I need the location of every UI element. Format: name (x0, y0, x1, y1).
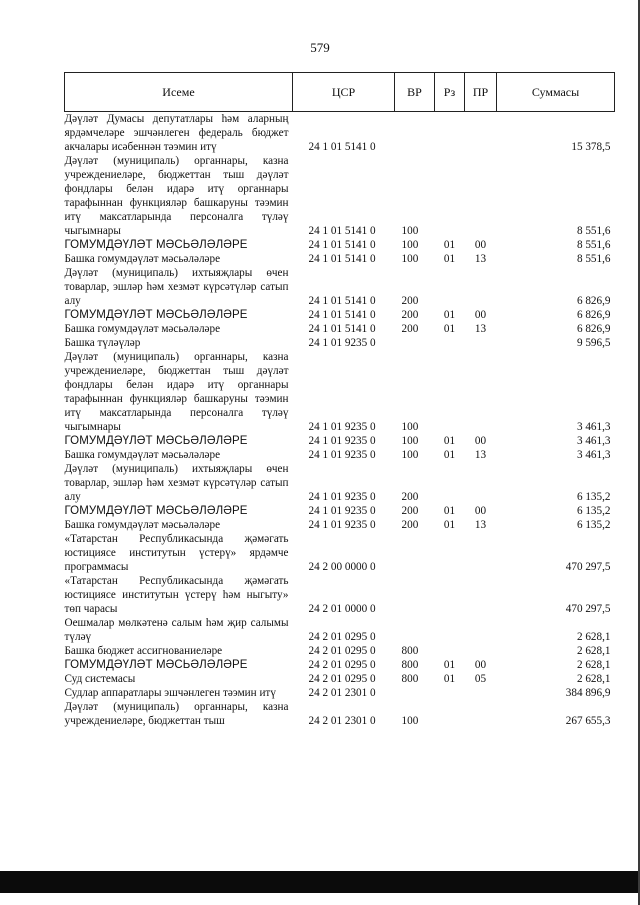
table-row (65, 532, 615, 574)
row-csr: 24 1 01 5141 0 (308, 323, 376, 335)
row-rz (435, 350, 465, 434)
row-name: «Татарстан Республикасында җәмәгать юстициясе институтын үстерү һәм ныгыту» төп чарасы (64, 575, 289, 615)
row-rz (435, 154, 465, 238)
table-row (65, 672, 615, 686)
row-pr: 13 (474, 323, 487, 335)
table-header (65, 73, 615, 112)
row-pr: 00 (474, 505, 487, 517)
row-pr (465, 462, 497, 504)
table-body (65, 112, 615, 729)
row-name: Дәүләт Думасы депутатлары һәм аларның ярдәмчеләре эшчәнлеген федераль бюджет акчалары исәбеннән тәэмин итү (64, 113, 289, 153)
row-csr: 24 2 01 2301 0 (308, 715, 376, 727)
table-row (65, 308, 615, 322)
row-pr (465, 532, 497, 574)
row-pr: 00 (474, 659, 487, 671)
row-rz: 01 (443, 239, 456, 251)
table-row (65, 322, 615, 336)
row-vr: 100 (401, 715, 419, 727)
row-vr: 100 (401, 239, 419, 251)
row-csr: 24 1 01 5141 0 (308, 239, 376, 251)
row-csr: 24 1 01 9235 0 (308, 505, 376, 517)
table-row (65, 504, 615, 518)
row-csr: 24 2 01 0295 0 (308, 645, 376, 657)
row-rz (435, 686, 465, 700)
row-pr: 13 (474, 449, 487, 461)
row-pr (465, 644, 497, 658)
table-row (65, 658, 615, 672)
row-pr: 00 (474, 239, 487, 251)
row-vr (395, 616, 435, 644)
row-csr: 24 2 01 0000 0 (308, 603, 376, 615)
row-sum: 470 297,5 (565, 561, 611, 573)
table-row (65, 266, 615, 308)
row-sum: 2 628,1 (576, 631, 611, 643)
row-vr (395, 532, 435, 574)
row-rz: 01 (443, 659, 456, 671)
table-row (65, 700, 615, 728)
row-name: Дәүләт (муниципаль) ихтыяҗлары өчен товарлар, эшләр һәм хезмәт күрсәтүләр сатып алу (64, 267, 289, 307)
row-csr: 24 2 01 0295 0 (308, 673, 376, 685)
row-sum: 3 461,3 (576, 449, 611, 461)
row-rz: 01 (443, 323, 456, 335)
row-vr: 100 (401, 449, 419, 461)
header-sum: Суммасы (497, 73, 615, 112)
row-pr (465, 686, 497, 700)
row-pr (465, 266, 497, 308)
row-csr: 24 1 01 9235 0 (308, 435, 376, 447)
table-row (65, 336, 615, 350)
row-sum: 6 135,2 (576, 519, 611, 531)
row-rz (435, 336, 465, 350)
row-rz (435, 112, 465, 155)
row-pr: 00 (474, 309, 487, 321)
table-row (65, 434, 615, 448)
row-rz (435, 462, 465, 504)
row-sum: 470 297,5 (565, 603, 611, 615)
row-sum: 8 551,6 (576, 253, 611, 265)
row-sum: 15 378,5 (571, 141, 611, 153)
row-csr: 24 1 01 9235 0 (308, 519, 376, 531)
row-rz: 01 (443, 253, 456, 265)
row-name: Башка түләүләр (64, 337, 141, 349)
budget-table (64, 72, 615, 728)
row-vr: 200 (401, 309, 419, 321)
row-name: ГОМУМДӘҮЛӘТ МӘСЬӘЛӘЛӘРЕ (64, 659, 248, 671)
row-pr (465, 154, 497, 238)
row-pr (465, 616, 497, 644)
row-name: Дәүләт (муниципаль) ихтыяҗлары өчен товарлар, эшләр һәм хезмәт күрсәтүләр сатып алу (64, 463, 289, 503)
row-csr: 24 1 01 9235 0 (308, 337, 376, 349)
row-rz (435, 266, 465, 308)
table-row (65, 238, 615, 252)
row-pr (465, 700, 497, 728)
row-rz (435, 616, 465, 644)
row-vr (395, 112, 435, 155)
row-name: ГОМУМДӘҮЛӘТ МӘСЬӘЛӘЛӘРЕ (64, 435, 248, 447)
row-csr: 24 1 01 5141 0 (308, 141, 376, 153)
row-vr: 100 (401, 421, 419, 433)
table-row (65, 350, 615, 434)
row-csr: 24 1 01 9235 0 (308, 421, 376, 433)
row-rz (435, 700, 465, 728)
row-sum: 9 596,5 (576, 337, 611, 349)
row-pr: 00 (474, 435, 487, 447)
row-rz: 01 (443, 309, 456, 321)
row-csr: 24 1 01 9235 0 (308, 491, 376, 503)
row-vr: 100 (401, 435, 419, 447)
header-pr: ПР (465, 73, 497, 112)
row-rz (435, 574, 465, 616)
row-vr (395, 336, 435, 350)
header-rz: Рз (435, 73, 465, 112)
row-name: ГОМУМДӘҮЛӘТ МӘСЬӘЛӘЛӘРЕ (64, 239, 248, 251)
row-vr: 800 (401, 673, 419, 685)
row-name: «Татарстан Республикасында җәмәгать юстициясе институтын үстерү» ярдәмче программасы (64, 533, 289, 573)
row-name: Дәүләт (муниципаль) органнары, казна учреждениеләре, бюджеттан тыш дәүләт фондлары белән идарә итү органнары тарафыннан функцияләр башкаруны тәэмин итү максатларында персоналга түләү чыгымнары (64, 351, 289, 433)
row-sum: 6 135,2 (576, 491, 611, 503)
row-sum: 6 826,9 (576, 323, 611, 335)
scan-bottom-border (0, 871, 640, 893)
row-rz: 01 (443, 435, 456, 447)
row-rz (435, 644, 465, 658)
table-row (65, 686, 615, 700)
row-csr: 24 2 01 0295 0 (308, 631, 376, 643)
row-vr: 100 (401, 253, 419, 265)
row-csr: 24 2 01 2301 0 (308, 687, 376, 699)
row-sum: 3 461,3 (576, 435, 611, 447)
row-vr: 800 (401, 645, 419, 657)
row-name: Дәүләт (муниципаль) органнары, казна учреждениеләре, бюджеттан тыш дәүләт фондлары белән идарә итү органнары тарафыннан функцияләр башкаруны тәэмин итү максатларында персоналга түләү чыгымнары (64, 155, 289, 237)
table-row (65, 154, 615, 238)
row-sum: 267 655,3 (565, 715, 611, 727)
row-pr: 13 (474, 519, 487, 531)
row-rz: 01 (443, 673, 456, 685)
row-sum: 6 135,2 (576, 505, 611, 517)
row-vr (395, 686, 435, 700)
header-name: Исеме (65, 73, 293, 112)
row-pr: 13 (474, 253, 487, 265)
row-rz: 01 (443, 505, 456, 517)
row-name: Башка гомумдәүләт мәсьәләләре (64, 253, 221, 265)
table-row (65, 252, 615, 266)
row-rz: 01 (443, 519, 456, 531)
row-pr (465, 336, 497, 350)
page-number: 579 (310, 40, 330, 55)
row-name: Оешмалар мөлкәтенә салым һәм җир салымы түләү (64, 617, 289, 643)
row-name: ГОМУМДӘҮЛӘТ МӘСЬӘЛӘЛӘРЕ (64, 309, 248, 321)
row-sum: 384 896,9 (565, 687, 611, 699)
row-name: Башка гомумдәүләт мәсьәләләре (64, 323, 221, 335)
table-row (65, 518, 615, 532)
table-row (65, 112, 615, 155)
row-sum: 8 551,6 (576, 225, 611, 237)
row-csr: 24 1 01 5141 0 (308, 253, 376, 265)
row-name: ГОМУМДӘҮЛӘТ МӘСЬӘЛӘЛӘРЕ (64, 505, 248, 517)
row-name: Башка бюджет ассигнованиеләре (64, 645, 223, 657)
row-name: Башка гомумдәүләт мәсьәләләре (64, 449, 221, 461)
row-name: Судлар аппаратлары эшчәнлеген тәэмин итү (64, 687, 276, 699)
row-rz (435, 532, 465, 574)
row-csr: 24 1 01 5141 0 (308, 295, 376, 307)
row-rz: 01 (443, 449, 456, 461)
row-vr: 200 (401, 505, 419, 517)
row-csr: 24 2 00 0000 0 (308, 561, 376, 573)
row-pr (465, 574, 497, 616)
row-csr: 24 1 01 9235 0 (308, 449, 376, 461)
row-sum: 6 826,9 (576, 295, 611, 307)
row-pr (465, 350, 497, 434)
table-row (65, 448, 615, 462)
row-name: Суд системасы (64, 673, 136, 685)
row-csr: 24 2 01 0295 0 (308, 659, 376, 671)
row-sum: 2 628,1 (576, 659, 611, 671)
row-sum: 3 461,3 (576, 421, 611, 433)
row-vr (395, 574, 435, 616)
row-csr: 24 1 01 5141 0 (308, 309, 376, 321)
row-vr: 200 (401, 323, 419, 335)
row-name: Дәүләт (муниципаль) органнары, казна учреждениеләре, бюджеттан тыш (64, 701, 289, 727)
row-csr: 24 1 01 5141 0 (308, 225, 376, 237)
header-vr: ВР (395, 73, 435, 112)
table-row (65, 574, 615, 616)
table-row (65, 462, 615, 504)
header-csr: ЦСР (293, 73, 395, 112)
row-name: Башка гомумдәүләт мәсьәләләре (64, 519, 221, 531)
row-pr (465, 112, 497, 155)
row-pr: 05 (474, 673, 487, 685)
row-sum: 6 826,9 (576, 309, 611, 321)
row-sum: 2 628,1 (576, 673, 611, 685)
table-row (65, 644, 615, 658)
row-vr: 200 (401, 295, 419, 307)
row-vr: 800 (401, 659, 419, 671)
row-vr: 200 (401, 491, 419, 503)
row-vr: 200 (401, 519, 419, 531)
row-vr: 100 (401, 225, 419, 237)
row-sum: 2 628,1 (576, 645, 611, 657)
table-row (65, 616, 615, 644)
row-sum: 8 551,6 (576, 239, 611, 251)
